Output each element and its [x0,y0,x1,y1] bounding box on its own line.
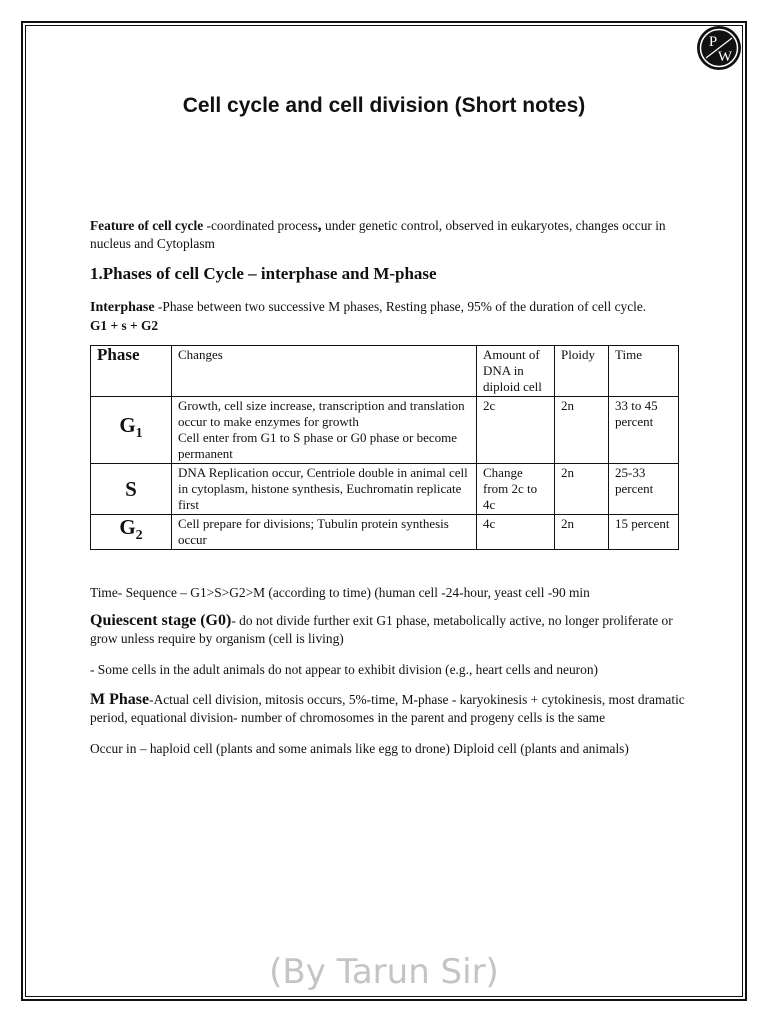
author-watermark: (By Tarun Sir) [269,952,499,992]
changes-cell [172,397,477,464]
feature-comma: , [317,217,322,234]
feature-paragraph [90,217,690,253]
time-cell: 33 to 45 percent [609,397,679,464]
table-row [91,397,679,464]
occur-in: Occur in – haploid cell (plants and some animals like egg to drone) Diploid cell (plants and animals) [90,741,629,756]
page-title: Cell cycle and cell division (Short notes) [182,94,586,117]
dna-cell: 2c [477,397,555,464]
ploidy-cell: 2n [555,464,609,515]
interphase-paragraph [90,298,690,335]
phase-letter: G [119,413,136,438]
dna-cell: Change from 2c to 4c [477,464,555,515]
interphase-lead: Interphase [90,300,155,315]
table-row [91,464,679,515]
mphase-paragraph [90,691,690,727]
changes-cell: Cell prepare for divisions; Tubulin protein synthesis occur [172,515,477,550]
header-time: Time [609,346,679,397]
quiescent-lead: Quiescent stage (G0) [90,612,232,629]
adult-cells-note: - Some cells in the adult animals do not appear to exhibit division (e.g., heart cells and neuron) [90,662,598,677]
feature-text-a: -coordinated process [203,218,318,233]
cell-cycle-table [90,345,679,550]
mphase-lead: M Phase [90,691,150,708]
changes-cell: DNA Replication occur, Centriole double in animal cell in cytoplasm, histone synthesis, Euchromatin replicate first [172,464,477,515]
section-heading-phases: 1.Phases of cell Cycle – interphase and M-phase [90,264,437,283]
time-cell: 25-33 percent [609,464,679,515]
quiescent-text: - do not divide further exit G1 phase, metabolically active, no longer proliferate or grow unless require by organism (cell is living) [90,613,673,646]
time-cell: 15 percent [609,515,679,550]
table-header-row [91,346,679,397]
interphase-formula: G1 + s + G2 [90,318,159,333]
interphase-text: -Phase between two successive M phases, Resting phase, 95% of the duration of cell cycle. [154,299,647,314]
dna-cell: 4c [477,515,555,550]
header-dna: Amount of DNA in diploid cell [477,346,555,397]
phase-letter: S [125,477,137,501]
time-sequence: Time- Sequence – G1>S>G2>M (according to time) (human cell -24-hour, yeast cell -90 min [90,585,590,600]
mphase-text: -Actual cell division, mitosis occurs, 5%-time, M-phase - karyokinesis + cytokinesis, most dramatic period, equational division- number of chromosomes in the parent and progeny cells is the same [90,692,685,725]
phase-cell [91,515,172,550]
feature-lead: Feature of cell cycle [90,218,204,233]
table-row [91,515,679,550]
header-changes: Changes [172,346,477,397]
phase-cell [91,397,172,464]
quiescent-paragraph [90,612,690,648]
header-ploidy: Ploidy [555,346,609,397]
pw-logo [696,25,742,71]
ploidy-cell: 2n [555,397,609,464]
logo-letter-top: P [708,34,718,50]
phase-subscript: 2 [135,528,143,544]
phase-cell [91,464,172,515]
logo-letter-bottom: W [717,49,733,65]
changes-extra-text: Cell enter from G1 to S phase or G0 phase or become permanent [178,430,458,461]
ploidy-cell: 2n [555,515,609,550]
phase-letter: G [119,515,136,540]
feature-text-b: under genetic control, observed in eukaryotes, changes occur in nucleus and Cytoplasm [90,218,666,251]
changes-text: Growth, cell size increase, transcription and translation occur to make enzymes for growth [178,398,465,429]
phase-subscript: 1 [135,426,143,442]
header-phase: Phase [91,346,172,397]
